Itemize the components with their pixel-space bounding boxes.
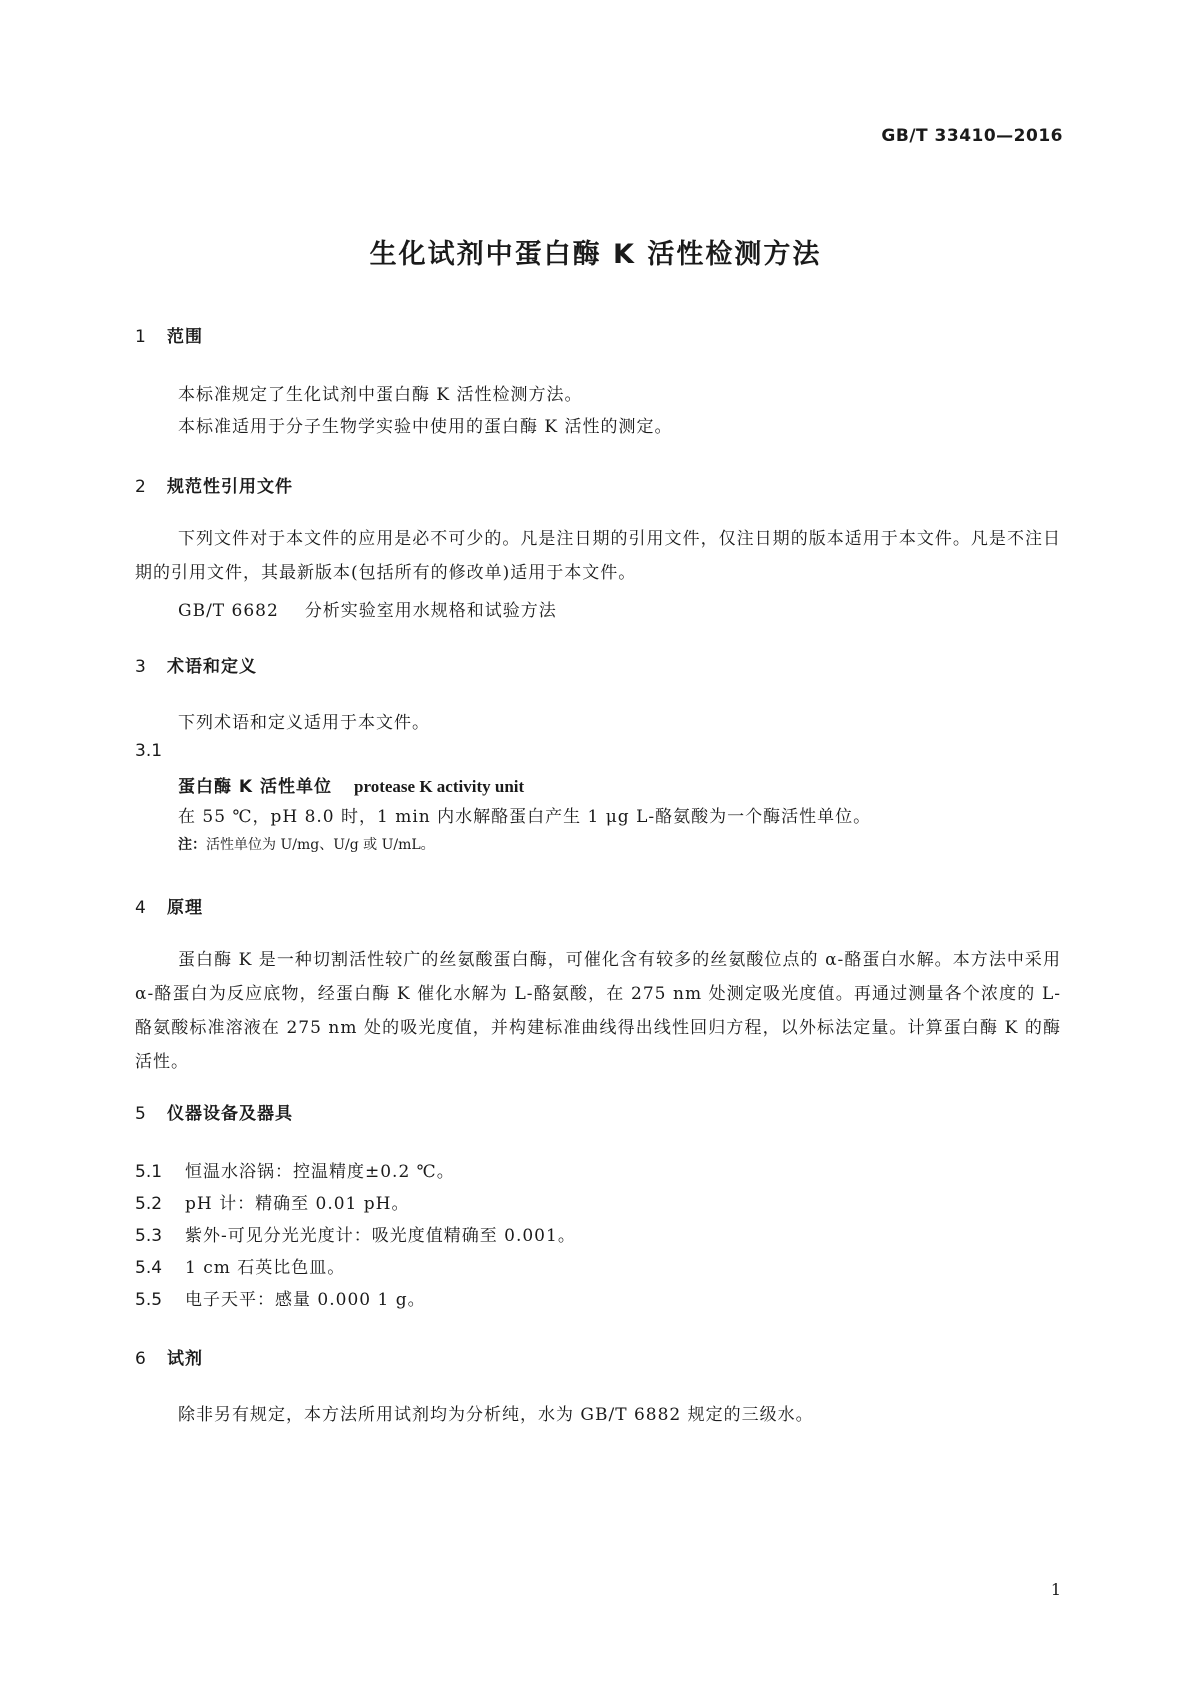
term-entry bbox=[178, 772, 524, 797]
note-label: 注： bbox=[178, 837, 206, 853]
item-text: 恒温水浴锅：控温精度±0.2 ℃。 bbox=[185, 1162, 455, 1182]
term-english: protease K activity unit bbox=[354, 777, 525, 796]
page-number: 1 bbox=[1050, 1580, 1061, 1599]
section-title: 术语和定义 bbox=[167, 657, 257, 677]
reference-code: GB/T 6682 bbox=[178, 601, 279, 621]
section-number: 3 bbox=[135, 657, 147, 677]
equipment-item bbox=[135, 1189, 409, 1214]
section-3-paragraph-1: 下列术语和定义适用于本文件。 bbox=[178, 713, 430, 733]
section-title: 范围 bbox=[167, 327, 203, 347]
standard-code: GB/T 33410—2016 bbox=[881, 126, 1063, 146]
section-1-heading bbox=[135, 322, 203, 347]
item-number: 5.2 bbox=[135, 1194, 163, 1214]
section-number: 5 bbox=[135, 1104, 147, 1124]
term-note bbox=[178, 834, 435, 854]
section-2-paragraph-1: 下列文件对于本文件的应用是必不可少的。凡是注日期的引用文件，仅注日期的版本适用于本文件。凡是不注日期的引用文件，其最新版本(包括所有的修改单)适用于本文件。 bbox=[135, 529, 1061, 583]
item-number: 5.3 bbox=[135, 1226, 163, 1246]
document-title: 生化试剂中蛋白酶 K 活性检测方法 bbox=[369, 239, 822, 270]
section-title: 仪器设备及器具 bbox=[167, 1104, 293, 1124]
equipment-item bbox=[135, 1221, 576, 1246]
section-number: 1 bbox=[135, 327, 147, 347]
section-6-paragraph-1: 除非另有规定，本方法所用试剂均为分析纯，水为 GB/T 6882 规定的三级水。 bbox=[178, 1405, 814, 1425]
item-text: 紫外-可见分光光度计：吸光度值精确至 0.001。 bbox=[185, 1226, 576, 1246]
section-1-paragraph-1: 本标准规定了生化试剂中蛋白酶 K 活性检测方法。 bbox=[178, 385, 583, 405]
equipment-item bbox=[135, 1253, 345, 1278]
section-1-paragraph-2: 本标准适用于分子生物学实验中使用的蛋白酶 K 活性的测定。 bbox=[178, 417, 673, 437]
section-4-paragraph-1: 蛋白酶 K 是一种切割活性较广的丝氨酸蛋白酶，可催化含有较多的丝氨酸位点的 α-酪蛋白水解。本方法中采用 α-酪蛋白为反应底物，经蛋白酶 K 催化水解为 L-酪氨酸，在 275 nm 处测定吸光度值。再通过测量各个浓度的 L-酪氨酸标准溶液在 275 nm 处的吸光度值，并构建标准曲线得出线性回归方程，以外标法定量。计算蛋白酶 K 的酶活性。 bbox=[135, 950, 1061, 1072]
item-text: pH 计：精确至 0.01 pH。 bbox=[185, 1194, 410, 1214]
subsection-number: 3.1 bbox=[135, 741, 163, 761]
item-number: 5.1 bbox=[135, 1162, 163, 1182]
section-2-heading bbox=[135, 472, 293, 497]
equipment-item bbox=[135, 1285, 426, 1310]
item-number: 5.5 bbox=[135, 1290, 163, 1310]
term-definition: 在 55 ℃，pH 8.0 时，1 min 内水解酪蛋白产生 1 μg L-酪氨酸为一个酶活性单位。 bbox=[178, 807, 872, 827]
section-number: 4 bbox=[135, 898, 147, 918]
section-title: 规范性引用文件 bbox=[167, 477, 293, 497]
section-4-heading bbox=[135, 893, 203, 918]
section-number: 2 bbox=[135, 477, 147, 497]
section-title: 试剂 bbox=[167, 1349, 203, 1369]
equipment-item bbox=[135, 1157, 455, 1182]
item-text: 电子天平：感量 0.000 1 g。 bbox=[185, 1290, 426, 1310]
section-6-heading bbox=[135, 1344, 203, 1369]
section-number: 6 bbox=[135, 1349, 147, 1369]
normative-reference bbox=[178, 596, 557, 621]
term-chinese: 蛋白酶 K 活性单位 bbox=[178, 777, 333, 797]
section-title: 原理 bbox=[167, 898, 203, 918]
reference-title: 分析实验室用水规格和试验方法 bbox=[304, 601, 557, 621]
note-text: 活性单位为 U/mg、U/g 或 U/mL。 bbox=[206, 837, 435, 853]
section-3-heading bbox=[135, 652, 257, 677]
item-number: 5.4 bbox=[135, 1258, 163, 1278]
item-text: 1 cm 石英比色皿。 bbox=[185, 1258, 346, 1278]
section-5-heading bbox=[135, 1099, 293, 1124]
